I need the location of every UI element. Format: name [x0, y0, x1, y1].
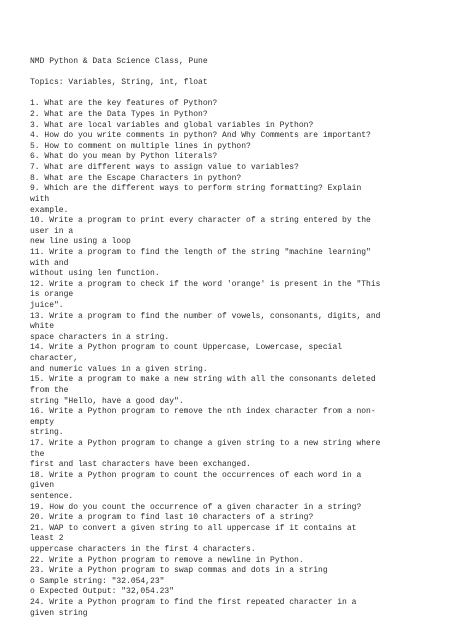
text-line: new line using a loop	[30, 237, 131, 247]
topics-line: Topics: Variables, String, int, float	[30, 78, 208, 88]
text-line: from the	[30, 385, 69, 395]
blank-line	[30, 89, 450, 100]
text-line: and numeric values in a given string.	[30, 364, 208, 374]
text-line: 8. What are the Escape Characters in python?	[30, 173, 242, 183]
text-line: given	[30, 481, 55, 491]
text-line: 7. What are different ways to assign value to variables?	[30, 163, 299, 173]
document-title: NMD Python & Data Science Class, Pune	[30, 57, 208, 66]
text-line: 4. How do you write comments in python? And Why Comments are important?	[30, 131, 371, 141]
text-line: o Expected Output: "32,054.23"	[30, 587, 175, 597]
text-line: least 2	[30, 534, 64, 544]
text-line: 10. Write a program to print every character of a string entered by the	[30, 216, 371, 226]
text-line: sentence.	[30, 491, 74, 501]
text-line: 22. Write a Python program to remove a newline in Python.	[30, 555, 304, 565]
text-line: 6. What do you mean by Python literals?	[30, 152, 218, 162]
text-line: 18. Write a Python program to count the occurrences of each word in a	[30, 470, 362, 480]
text-line: with and	[30, 258, 69, 268]
text-line: 21. WAP to convert a given string to all uppercase if it contains at	[30, 523, 357, 533]
text-line: without using len function.	[30, 269, 160, 279]
text-line: given string	[30, 608, 88, 618]
text-line: 3. What are local variables and global variables in Python?	[30, 120, 314, 130]
question-list	[30, 99, 450, 619]
text-line: 9. Which are the different ways to perform string formatting? Explain	[30, 184, 362, 194]
text-line: o Sample string: "32.054,23"	[30, 576, 165, 586]
text-line: empty	[30, 417, 55, 427]
text-line: example.	[30, 205, 69, 215]
text-line: with	[30, 194, 50, 204]
text-line: 12. Write a program to check if the word 'orange' is present in the "This	[30, 279, 381, 289]
text-line: space characters in a string.	[30, 332, 170, 342]
text-line: string "Hello, have a good day".	[30, 396, 184, 406]
text-line: character,	[30, 354, 79, 364]
document-page	[30, 57, 450, 619]
text-line: 23. Write a Python program to swap commas and dots in a string	[30, 566, 328, 576]
text-line: user in a	[30, 226, 74, 236]
text-line: 2. What are the Data Types in Python?	[30, 110, 208, 120]
text-line: 16. Write a Python program to remove the nth index character from a non-	[30, 407, 376, 417]
text-line: 11. Write a program to find the length of the string "machine learning"	[30, 247, 371, 257]
text-line: is orange	[30, 290, 74, 300]
text-line: 14. Write a Python program to count Uppercase, Lowercase, special	[30, 343, 343, 353]
text-line: first and last characters have been exchanged.	[30, 460, 251, 470]
text-line: 20. Write a program to find last 10 characters of a string?	[30, 513, 314, 523]
text-line: 13. Write a program to find the number of vowels, consonants, digits, and	[30, 311, 381, 321]
text-line: 19. How do you count the occurrence of a given character in a string?	[30, 502, 362, 512]
text-line: white	[30, 322, 55, 332]
text-line: 24. Write a Python program to find the first repeated character in a	[30, 598, 357, 608]
text-line: 5. How to comment on multiple lines in python?	[30, 141, 251, 151]
text-line: juice".	[30, 301, 64, 311]
text-line: 17. Write a Python program to change a given string to a new string where	[30, 438, 381, 448]
text-line: 15. Write a program to make a new string with all the consonants deleted	[30, 375, 376, 385]
blank-line	[30, 68, 450, 79]
text-line: string.	[30, 428, 64, 438]
text-line: uppercase characters in the first 4 characters.	[30, 545, 256, 555]
text-line: 1. What are the key features of Python?	[30, 99, 218, 109]
text-line: the	[30, 449, 45, 459]
